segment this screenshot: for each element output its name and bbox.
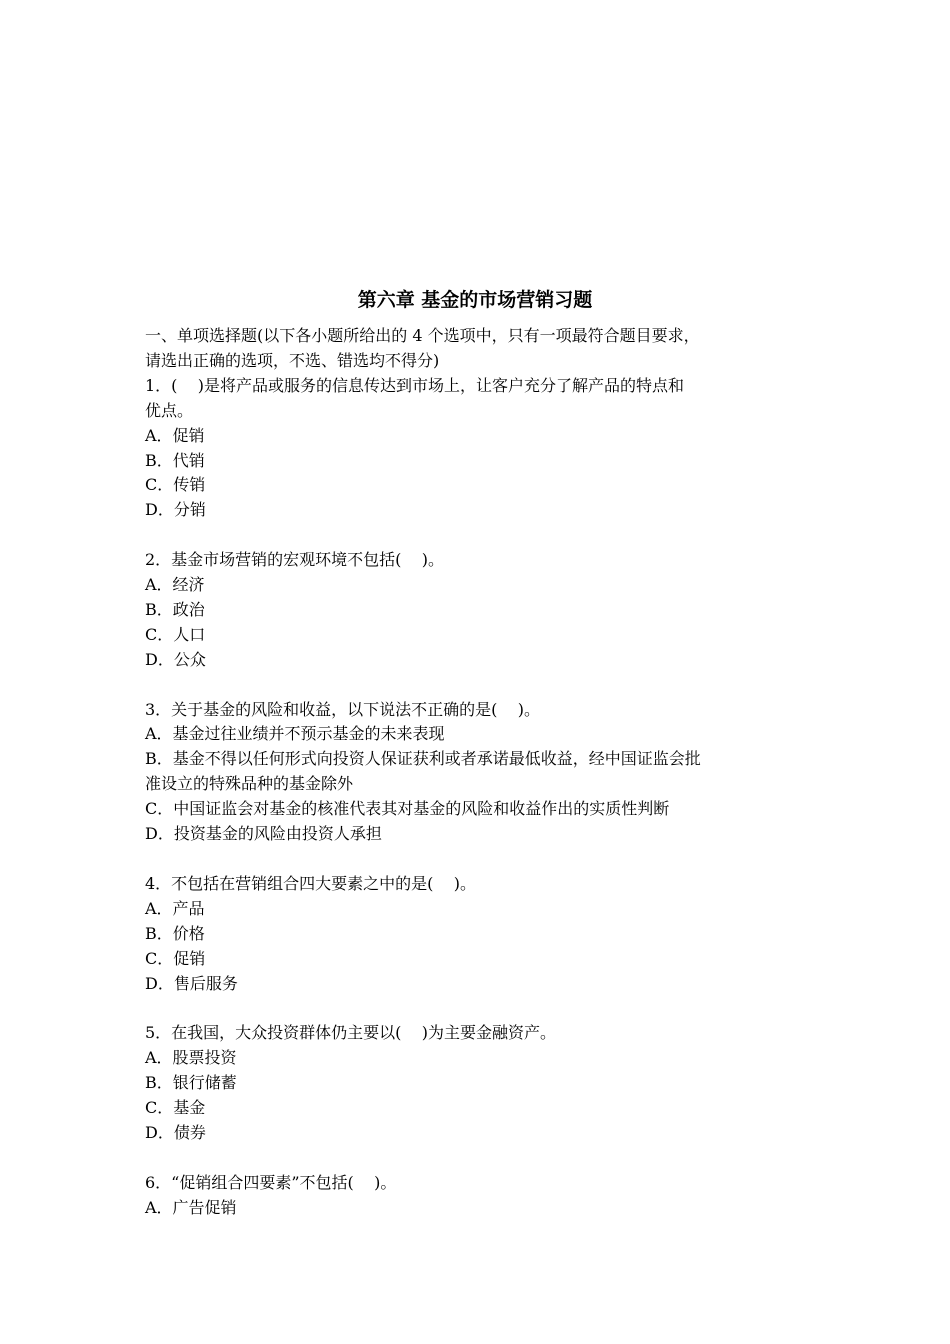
option-b: B．价格 (145, 923, 205, 943)
question-stem: 优点。 (145, 400, 194, 420)
section-intro-line: 一、单项选择题(以下各小题所给出的 4 个选项中，只有一项最符合题目要求， (145, 326, 700, 345)
question-1 (145, 374, 810, 523)
question-stem: 1．( )是将产品或服务的信息传达到市场上，让客户充分了解产品的特点和 (145, 375, 685, 395)
option-a: A．产品 (145, 898, 205, 918)
question-spacer (145, 523, 810, 548)
option-d: D．债券 (145, 1122, 206, 1142)
option-b: B．基金不得以任何形式向投资人保证获利或者承诺最低收益，经中国证监会批 (145, 749, 701, 769)
section-intro (145, 324, 810, 374)
question-spacer (145, 847, 810, 872)
option-a: A．基金过往业绩并不预示基金的未来表现 (145, 724, 445, 744)
option-c: C．中国证监会对基金的核准代表其对基金的风险和收益作出的实质性判断 (145, 799, 670, 819)
question-4 (145, 872, 810, 997)
page-title: 第六章 基金的市场营销习题 (357, 289, 593, 311)
question-stem: 3．关于基金的风险和收益，以下说法不正确的是( )。 (145, 699, 541, 719)
option-a: A．经济 (145, 575, 205, 595)
question-stem: 6．“促销组合四要素”不包括( )。 (145, 1172, 397, 1192)
question-spacer (145, 1146, 810, 1171)
option-a: A．促销 (145, 425, 205, 445)
option-c: C．基金 (145, 1098, 206, 1118)
option-c: C．传销 (145, 475, 206, 495)
option-b: B．代销 (145, 450, 205, 470)
option-d: D．公众 (145, 649, 206, 669)
section-intro-line: 请选出正确的选项，不选、错选均不得分) (145, 350, 440, 370)
option-d: D．分销 (145, 500, 206, 520)
question-stem: 4．不包括在营销组合四大要素之中的是( )。 (145, 873, 477, 893)
question-stem: 5．在我国，大众投资群体仍主要以( )为主要金融资产。 (145, 1023, 557, 1043)
option-b-continued: 准设立的特殊品种的基金除外 (145, 774, 354, 794)
option-a: A．广告促销 (145, 1197, 237, 1217)
question-2 (145, 548, 810, 673)
question-spacer (145, 673, 810, 698)
option-d: D．投资基金的风险由投资人承担 (145, 824, 382, 844)
question-5 (145, 1021, 810, 1146)
question-stem: 2．基金市场营销的宏观环境不包括( )。 (145, 550, 445, 570)
option-c: C．促销 (145, 948, 206, 968)
question-spacer (145, 996, 810, 1021)
option-c: C．人口 (145, 624, 206, 644)
option-b: B．银行储蓄 (145, 1073, 237, 1093)
option-a: A．股票投资 (145, 1048, 237, 1068)
question-3 (145, 698, 810, 847)
question-6 (145, 1171, 810, 1221)
document-body (145, 324, 810, 1221)
option-d: D．售后服务 (145, 973, 238, 993)
option-b: B．政治 (145, 599, 205, 619)
